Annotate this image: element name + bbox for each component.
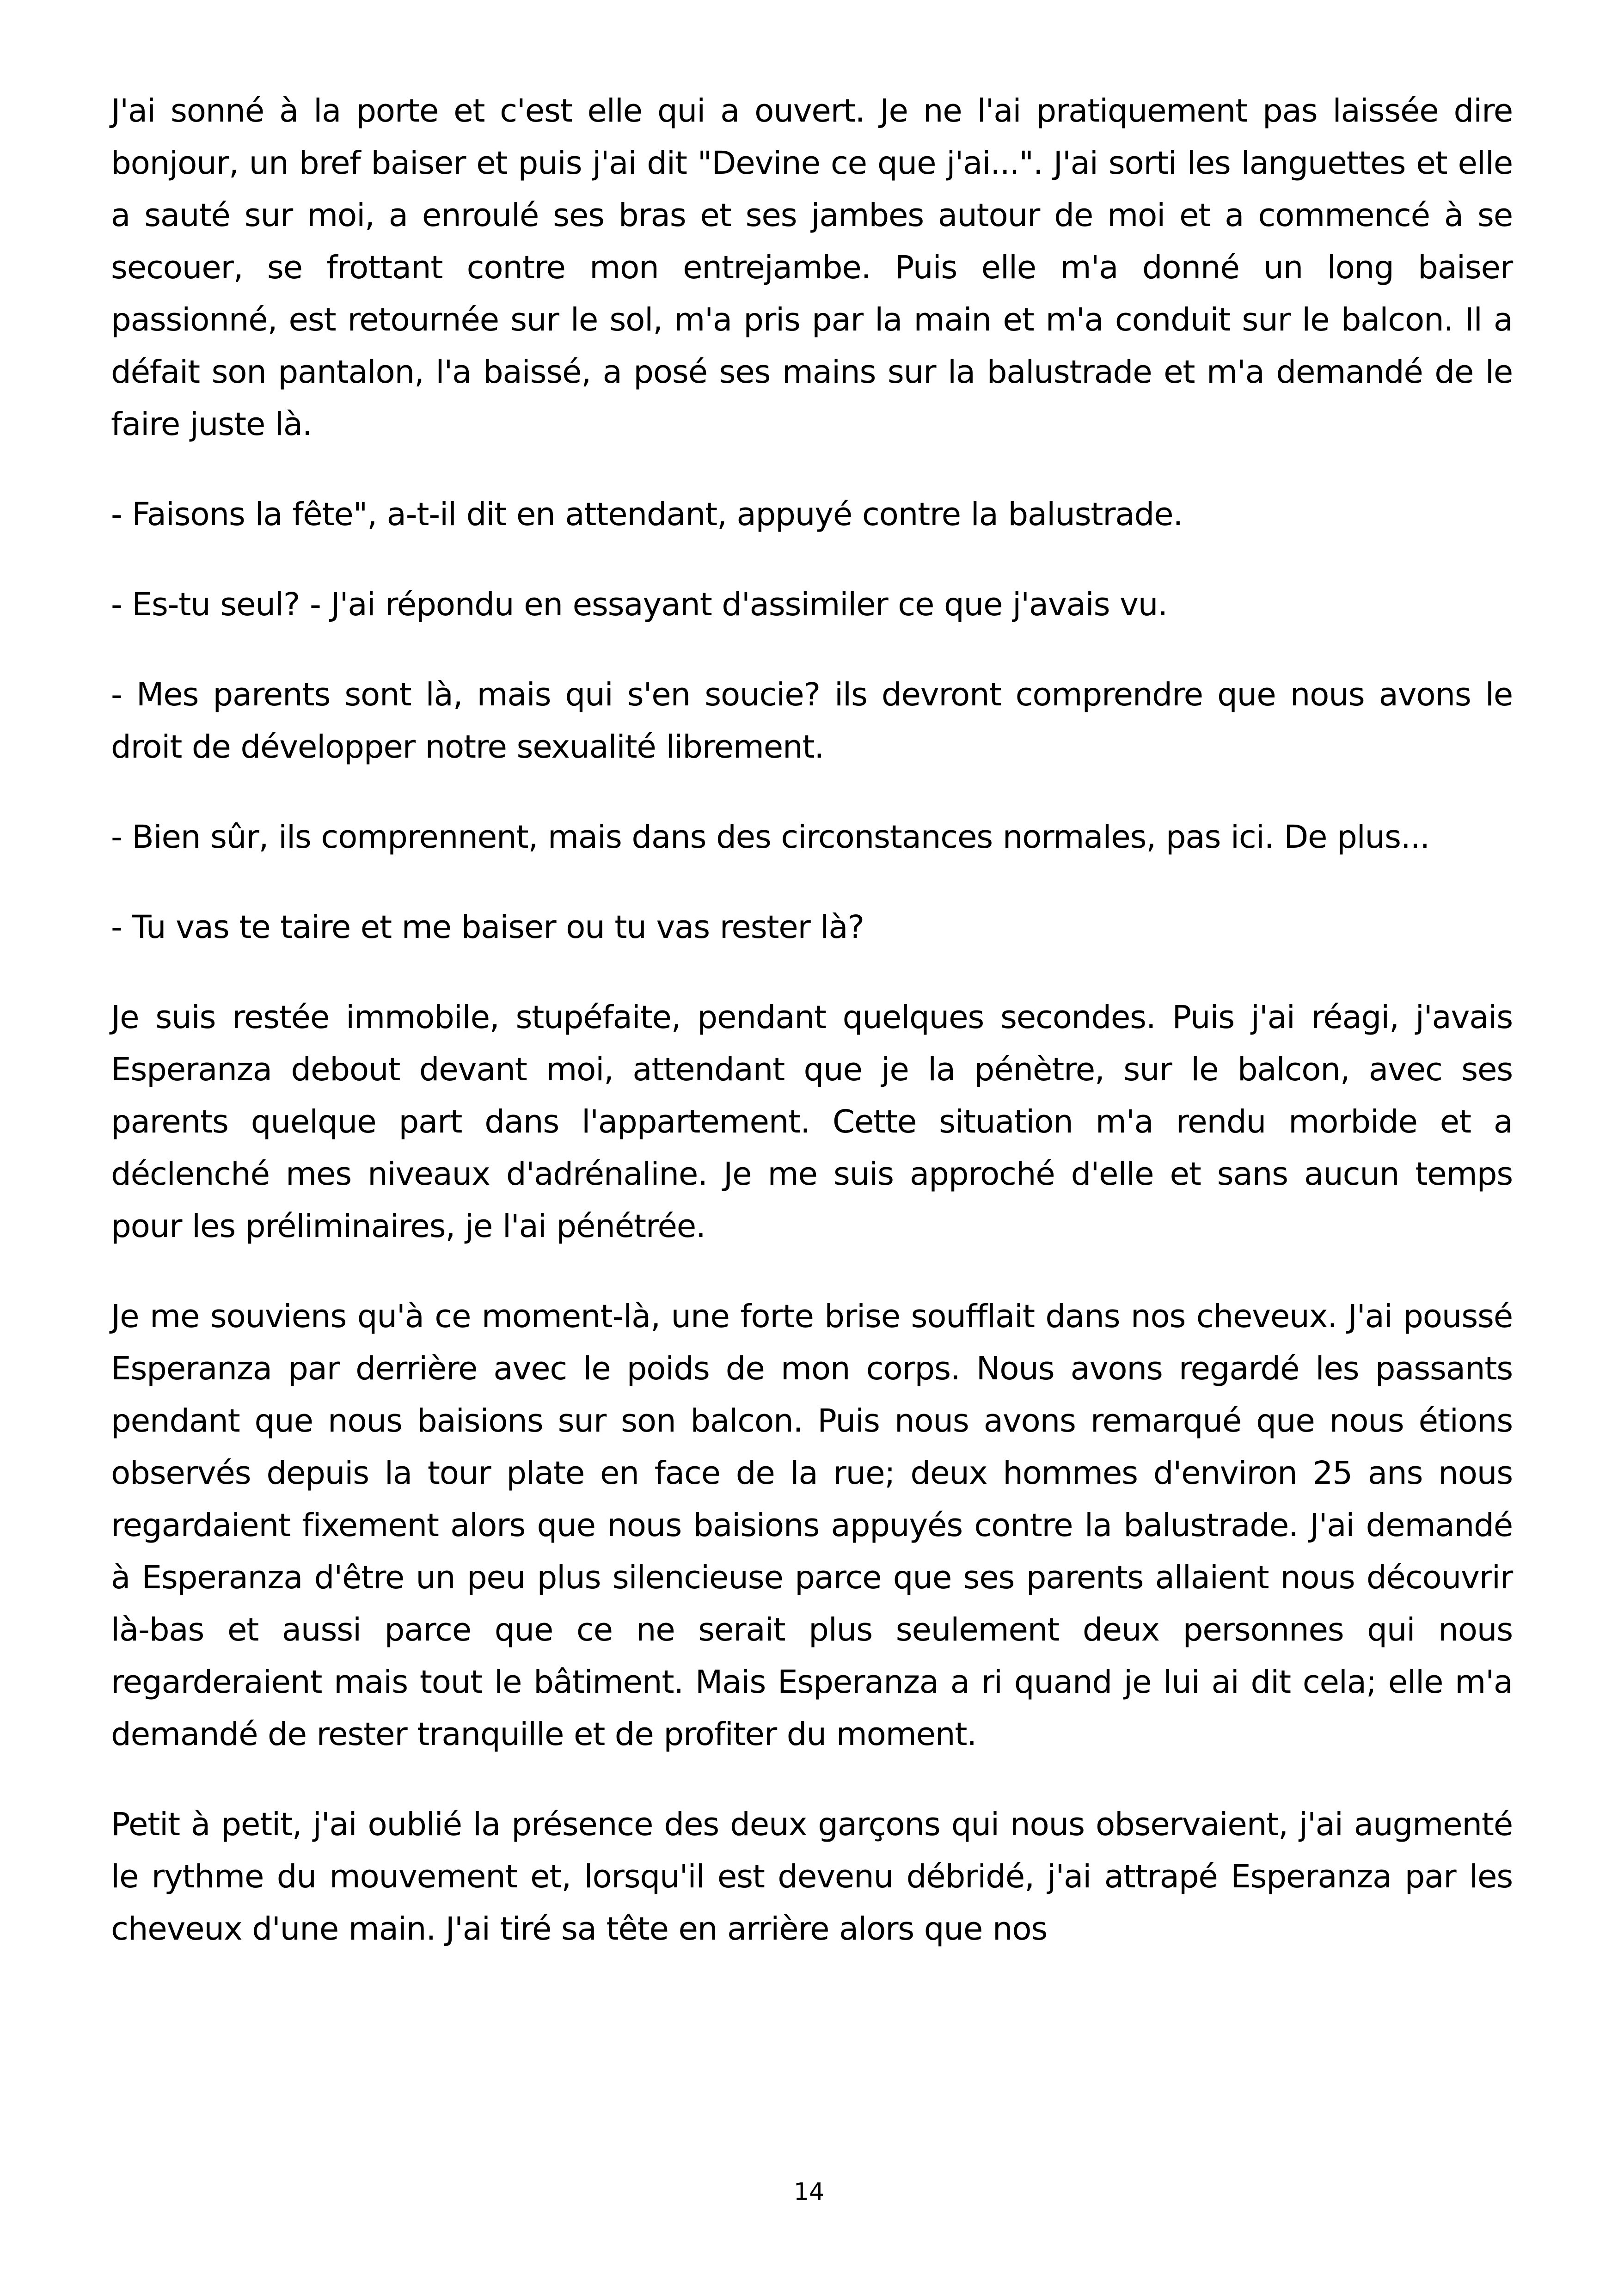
- paragraph-5: - Bien sûr, ils comprennent, mais dans des circonstances normales, pas ici. De plus...: [111, 819, 1430, 856]
- paragraph-9: Petit à petit, j'ai oublié la présence des deux garçons qui nous observaient, j'ai augmenté le rythme du mouvement et, lorsqu'il est devenu débridé, j'ai attrapé Esperanza par les cheveux d'une main. J'ai tiré sa tête en arrière alors que nos: [111, 1806, 1513, 1947]
- paragraph-8: Je me souviens qu'à ce moment-là, une forte brise soufflait dans nos cheveux. J'ai poussé Esperanza par derrière avec le poids de mon corps. Nous avons regardé les passants pendant que nous baisions sur son balcon. Puis nous avons remarqué que nous étions observés depuis la tour plate en face de la rue; deux hommes d'environ 25 ans nous regardaient fixement alors que nous baisions appuyés contre la balustrade. J'ai demandé à Esperanza d'être un peu plus silencieuse parce que ses parents allaient nous découvrir là-bas et aussi parce que ce ne serait plus seulement deux personnes qui nous regarderaient mais tout le bâtiment. Mais Esperanza a ri quand je lui ai dit cela; elle m'a demandé de rester tranquille et de profiter du moment.: [111, 1298, 1513, 1753]
- paragraph-1: J'ai sonné à la porte et c'est elle qui a ouvert. Je ne l'ai pratiquement pas laissée dire bonjour, un bref baiser et puis j'ai dit "Devine ce que j'ai...". J'ai sorti les languettes et elle a sauté sur moi, a enroulé ses bras et ses jambes autour de moi et a commencé à se secouer, se frottant contre mon entrejambe. Puis elle m'a donné un long baiser passionné, est retournée sur le sol, m'a pris par la main et m'a conduit sur le balcon. Il a défait son pantalon, l'a baissé, a posé ses mains sur la balustrade et m'a demandé de le faire juste là.: [111, 92, 1513, 443]
- page-number: 14: [793, 2178, 825, 2206]
- paragraph-4: - Mes parents sont là, mais qui s'en soucie? ils devront comprendre que nous avons le droit de développer notre sexualité librement.: [111, 676, 1513, 765]
- paragraph-3: - Es-tu seul? - J'ai répondu en essayant d'assimiler ce que j'avais vu.: [111, 586, 1168, 623]
- paragraph-2: - Faisons la fête", a-t-il dit en attendant, appuyé contre la balustrade.: [111, 496, 1183, 533]
- paragraph-7: Je suis restée immobile, stupéfaite, pendant quelques secondes. Puis j'ai réagi, j'avais Esperanza debout devant moi, attendant que je la pénètre, sur le balcon, avec ses parents quelque part dans l'appartement. Cette situation m'a rendu morbide et a déclenché mes niveaux d'adrénaline. Je me suis approché d'elle et sans aucun temps pour les préliminaires, je l'ai pénétrée.: [111, 999, 1513, 1245]
- paragraph-6: - Tu vas te taire et me baiser ou tu vas rester là?: [111, 909, 864, 946]
- body-text: [111, 85, 1513, 1993]
